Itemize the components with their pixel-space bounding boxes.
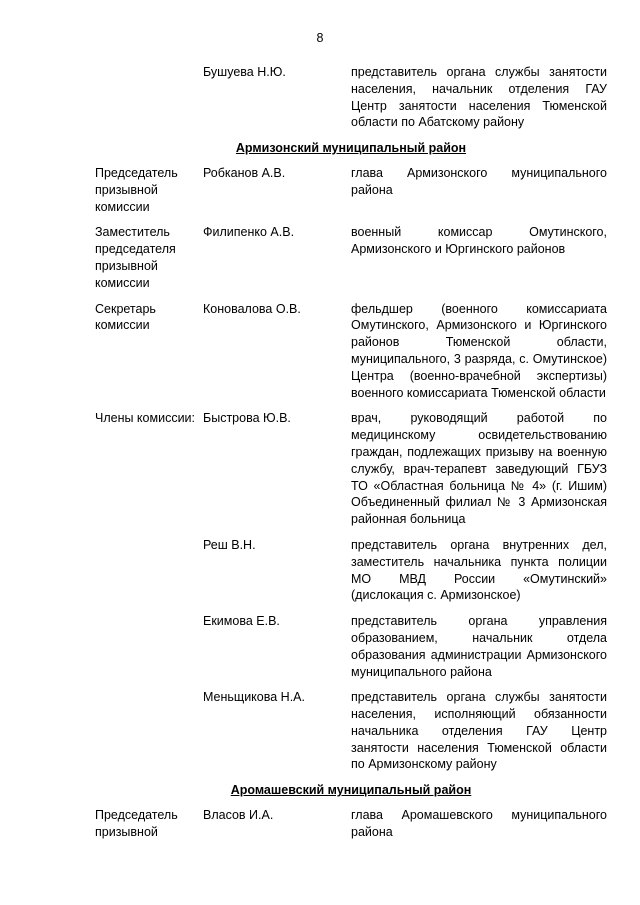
member-row bbox=[95, 301, 607, 402]
member-description: врач, руководящий работой по медицинскому освидетельствованию граждан, подлежащих призыву на военную службу, врач-терапевт заведующий ГБУЗ ТО «Областная больница № 4» (г. Ишим) Объединенный филиал № 3 Армизонская районная больница bbox=[351, 411, 607, 527]
member-description: представитель органа управления образованием, начальник отдела образования администрации Армизонского муниципального района bbox=[351, 614, 607, 679]
member-name: Робканов А.В. bbox=[203, 165, 286, 180]
member-description: фельдшер (военного комиссариата Омутинского, Армизонского и Юргинского районов Тюменской области, муниципального, 3 разряда, с. Омутинское) Центра (военно-врачебной экспертизы) военного комиссариата Тюменской области bbox=[351, 301, 607, 400]
member-row bbox=[95, 410, 607, 528]
member-role: Члены комиссии: bbox=[95, 411, 196, 426]
member-description: представитель органа службы занятости населения, исполняющий обязанности начальника отделения ГАУ Центр занятости населения Тюменской области по Армизонскому району bbox=[351, 690, 607, 772]
member-row bbox=[95, 807, 607, 841]
member-row bbox=[95, 224, 607, 291]
section-title-armizonsky: Армизонский муниципальный район bbox=[235, 141, 467, 156]
member-role: Председатель призывной bbox=[95, 808, 178, 839]
document-body bbox=[95, 64, 607, 850]
member-role: Секретарь комиссии bbox=[95, 301, 156, 333]
member-description: глава Армизонского муниципального района bbox=[351, 165, 607, 197]
member-row bbox=[95, 165, 607, 215]
member-row bbox=[95, 64, 607, 131]
member-description: представитель органа внутренних дел, заместитель начальника пункта полиции МО МВД России «Омутинский» (дислокация с. Армизонское) bbox=[351, 537, 607, 603]
member-name: Коновалова О.В. bbox=[203, 301, 301, 316]
member-description: военный комиссар Омутинского, Армизонского и Юргинского районов bbox=[351, 225, 607, 257]
member-row bbox=[95, 537, 607, 604]
page-number: 8 bbox=[316, 31, 324, 45]
section-title-aromashevsky: Аромашевский муниципальный район bbox=[230, 783, 472, 798]
member-row bbox=[95, 613, 607, 680]
member-name: Меньщикова Н.А. bbox=[203, 690, 305, 705]
member-role: Заместитель председателя призывной комиссии bbox=[95, 225, 176, 290]
member-description: представитель органа службы занятости населения, начальник отделения ГАУ Центр занятости населения Тюменской области по Абатскому району bbox=[351, 65, 607, 130]
member-name: Власов И.А. bbox=[203, 808, 274, 823]
member-name: Бушуева Н.Ю. bbox=[203, 65, 286, 79]
member-name: Реш В.Н. bbox=[203, 537, 256, 552]
member-row bbox=[95, 689, 607, 773]
member-name: Филипенко А.В. bbox=[203, 225, 295, 240]
member-description: глава Аромашевского муниципального района bbox=[351, 808, 607, 839]
member-name: Екимова Е.В. bbox=[203, 614, 280, 629]
member-role: Председатель призывной комиссии bbox=[95, 165, 178, 214]
member-name: Быстрова Ю.В. bbox=[203, 411, 291, 426]
